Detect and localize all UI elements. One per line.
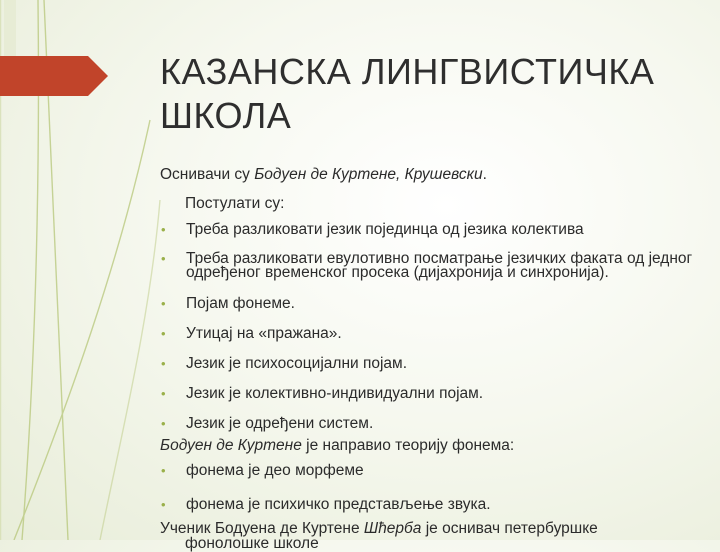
list-item (160, 498, 700, 512)
student-continuation: фонолошке школе (185, 535, 319, 552)
postulate-text: Утицај на «пражана». (186, 325, 342, 342)
list-item (160, 223, 700, 237)
bullet-icon: • (161, 222, 166, 237)
founders-names: Бодуен де Куртене, Крушевски (254, 166, 483, 183)
phoneme-point-text: фонема је део морфеме (186, 462, 364, 479)
postulate-text: Језик је одређени систем. (186, 415, 374, 432)
bullet-icon: • (161, 356, 166, 371)
bullet-icon: • (161, 497, 166, 512)
bullet-icon: • (161, 251, 166, 266)
list-item (160, 417, 700, 431)
bullet-icon: • (161, 296, 166, 311)
postulate-text: Појам фонеме. (186, 295, 295, 312)
list-item (160, 464, 700, 478)
founders-suffix: . (482, 166, 487, 183)
list-item (160, 252, 700, 280)
bullet-icon: • (161, 386, 166, 401)
title-line-2: ШКОЛА (160, 95, 292, 136)
phoneme-point-text: фонема је психичко представљење звука. (186, 496, 491, 513)
student-prefix: Ученик Бодуена де Куртене (160, 520, 364, 537)
bullet-icon: • (161, 416, 166, 431)
list-item (160, 387, 700, 401)
postulate-text: Језик је колективно-индивидуални појам. (186, 385, 484, 402)
slide-content (160, 166, 700, 551)
bullet-icon: • (161, 463, 166, 478)
phoneme-intro-rest: је направио теорију фонема: (301, 437, 515, 454)
phoneme-intro-line (160, 437, 700, 455)
slide-title (160, 50, 700, 138)
title-arrow-icon (0, 56, 110, 96)
student-rest: је оснивач петербуршке (421, 520, 598, 537)
founders-line (160, 166, 700, 184)
list-item (160, 327, 700, 341)
list-item (160, 297, 700, 311)
list-item (160, 357, 700, 371)
postulate-text: Треба разликовати језик појединца од језика колектива (186, 221, 584, 238)
founders-prefix: Оснивачи су (160, 166, 255, 183)
title-line-1: КАЗАНСКА ЛИНГВИСТИЧКА (160, 51, 655, 92)
student-line (160, 521, 700, 551)
postulate-text: Језик је психосоцијални појам. (186, 355, 408, 372)
postulates-label: Постулати су: (185, 195, 285, 212)
bullet-icon: • (161, 326, 166, 341)
student-name: Шћерба (363, 520, 422, 537)
phoneme-intro-name: Бодуен де Куртене (160, 437, 302, 454)
postulate-text: Треба разликовати евулотивно посматрање језичких факата од једног одређеног временског просека (дијахронија и синхронија). (186, 250, 693, 281)
